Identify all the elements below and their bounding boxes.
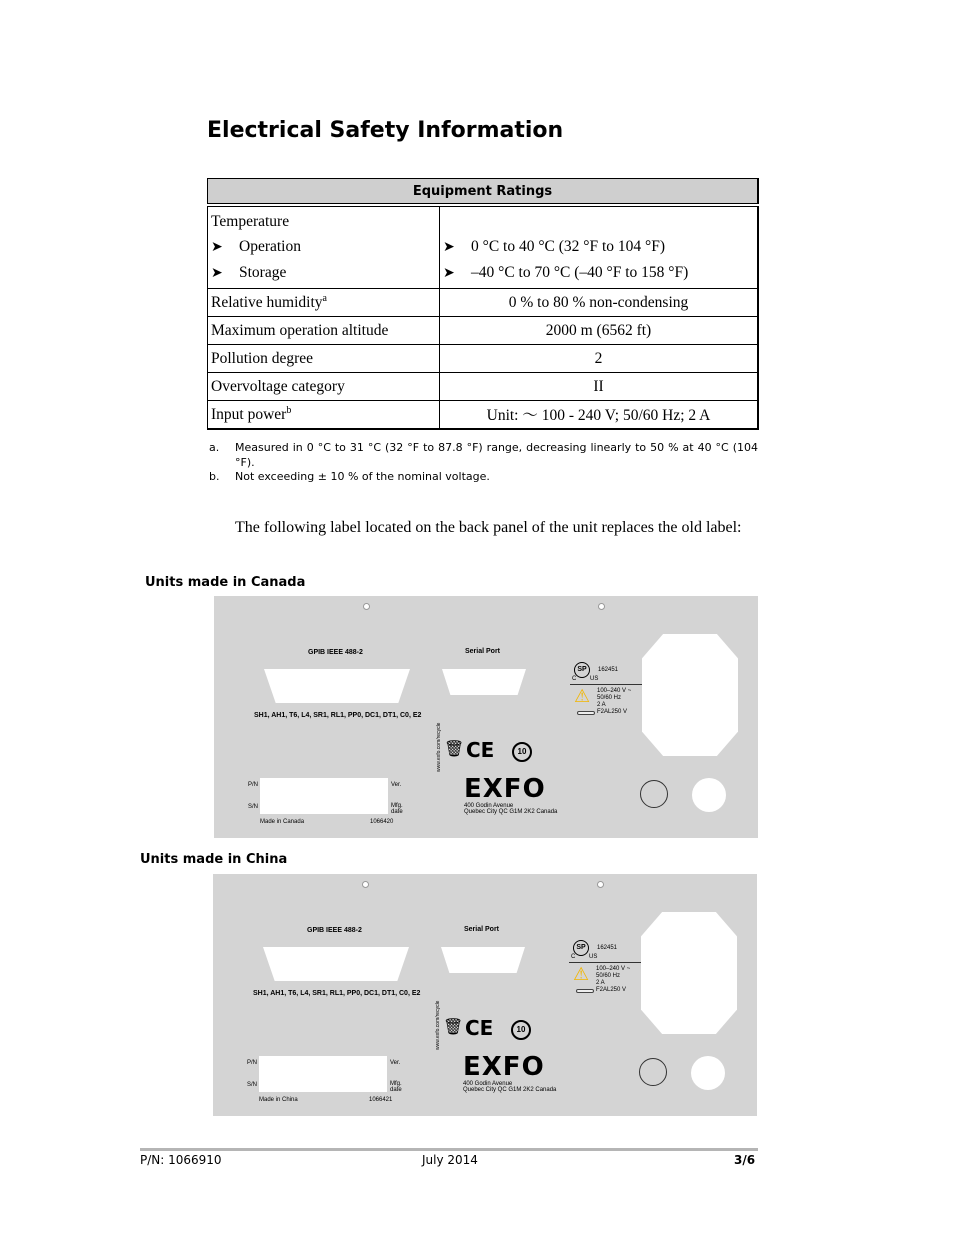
row-label: Pollution degree <box>208 345 440 373</box>
bullet-arrow-icon: ➤ <box>211 266 223 281</box>
footnote-mark: b. <box>209 470 220 483</box>
temperature-value-cell <box>440 207 759 289</box>
bullet-arrow-icon: ➤ <box>443 240 455 255</box>
gpib-connector <box>264 669 410 703</box>
storage-value: –40 °C to 70 °C (–40 °F to 158 °F) <box>471 264 689 281</box>
gpib-connector <box>263 947 409 981</box>
row-value: II <box>440 373 759 401</box>
screw-hole <box>362 881 369 888</box>
table-row <box>208 289 759 317</box>
exfo-logo: EXFO <box>463 1052 545 1082</box>
row-label: Overvoltage category <box>208 373 440 401</box>
section-heading-china: Units made in China <box>140 852 288 867</box>
serial-entry-box <box>259 1056 387 1092</box>
serial-connector <box>441 947 525 973</box>
back-panel-label-canada <box>214 596 758 838</box>
website-text: www.exfo.com/recycle <box>436 722 442 772</box>
label-part-code: 1066420 <box>370 819 394 825</box>
date-label: date <box>390 1087 402 1093</box>
row-value: 2 <box>440 345 759 373</box>
serial-port-label: Serial Port <box>464 926 500 933</box>
screw-hole <box>597 881 604 888</box>
rating-fuse: F2AL250 V <box>596 987 627 993</box>
footer-divider <box>140 1148 758 1151</box>
warning-icon: ⚠ <box>573 964 590 985</box>
screw-hole <box>598 603 605 610</box>
address-line-2: Quebec City QC G1M 2K2 Canada <box>464 809 558 815</box>
csa-number: 162451 <box>598 667 619 673</box>
fuse-icon <box>576 989 594 993</box>
pn-label: P/N <box>247 1060 258 1066</box>
divider <box>570 684 642 685</box>
page-title: Electrical Safety Information <box>207 118 564 143</box>
gpib-label: GPIB IEEE 488-2 <box>307 927 362 934</box>
intro-paragraph: The following label located on the back panel of the unit replaces the old label: <box>235 519 742 536</box>
rating-current: 2 A <box>596 980 605 986</box>
round-cutout <box>691 1056 725 1090</box>
csa-number: 162451 <box>597 945 618 951</box>
weee-bin-icon: 🗑 <box>443 1017 464 1036</box>
china-rohs-icon: 10 <box>511 1020 531 1040</box>
gpib-label: GPIB IEEE 488-2 <box>308 649 363 656</box>
footnote <box>209 470 758 485</box>
footnote-mark: a. <box>209 441 220 454</box>
row-label: Maximum operation altitude <box>208 317 440 345</box>
rating-fuse: F2AL250 V <box>597 709 628 715</box>
round-cutout <box>692 778 726 812</box>
mfg-label: Mfg. <box>391 803 403 809</box>
csa-c: C <box>571 954 576 960</box>
table-header: Equipment Ratings <box>208 179 759 204</box>
bullet-arrow-icon: ➤ <box>443 266 455 281</box>
section-heading-canada: Units made in Canada <box>145 575 306 590</box>
rating-voltage: 100–240 V ~ <box>596 966 631 972</box>
pn-label: P/N <box>248 782 259 788</box>
table-row <box>208 317 759 345</box>
ce-mark: CE <box>466 738 495 762</box>
rating-frequency: 50/60 Hz <box>596 973 621 979</box>
ce-mark: CE <box>465 1016 494 1040</box>
row-value: 2000 m (6562 ft) <box>440 317 759 345</box>
mfg-label: Mfg. <box>390 1081 402 1087</box>
power-inlet-cutout <box>642 634 738 756</box>
footnote-text: Not exceeding ± 10 % of the nominal voltage. <box>235 470 490 483</box>
temperature-label-cell <box>208 207 440 289</box>
footnote-ref: b <box>286 404 292 416</box>
operation-label: Operation <box>239 238 301 255</box>
weee-bin-icon: 🗑 <box>444 739 465 758</box>
equipment-ratings-table <box>207 178 759 430</box>
address-line-2: Quebec City QC G1M 2K2 Canada <box>463 1087 557 1093</box>
label-part-code: 1066421 <box>369 1097 393 1103</box>
address-line-1: 400 Godin Avenue <box>464 803 514 809</box>
csa-c: C <box>572 676 577 682</box>
serial-port-label: Serial Port <box>465 648 501 655</box>
row-label: Relative humidity <box>211 294 323 312</box>
row-label: Input power <box>211 405 287 423</box>
bullet-arrow-icon: ➤ <box>211 240 223 255</box>
interface-codes: SH1, AH1, T6, L4, SR1, RL1, PP0, DC1, DT1, C0, E2 <box>253 990 421 997</box>
footer-date: July 2014 <box>422 1153 478 1167</box>
footnotes <box>209 441 758 485</box>
operation-value: 0 °C to 40 °C (32 °F to 104 °F) <box>471 238 666 255</box>
csa-mark-icon: SP <box>573 940 589 956</box>
china-rohs-icon: 10 <box>512 742 532 762</box>
footnote-ref: a <box>322 292 327 304</box>
ground-icon <box>639 1058 667 1086</box>
storage-label: Storage <box>239 264 287 281</box>
footnote-text: Measured in 0 °C to 31 °C (32 °F to 87.8 °F) range, decreasing linearly to 50 % at 40 °C (104 °F). <box>235 441 758 469</box>
table-row <box>208 345 759 373</box>
made-in-label: Made in China <box>259 1097 298 1103</box>
fuse-icon <box>577 711 595 715</box>
csa-mark-icon: SP <box>574 662 590 678</box>
serial-entry-box <box>260 778 388 814</box>
rating-current: 2 A <box>597 702 606 708</box>
warning-icon: ⚠ <box>574 686 591 707</box>
date-label: date <box>391 809 403 815</box>
serial-connector <box>442 669 526 695</box>
footer-part-number: P/N: 1066910 <box>140 1153 222 1167</box>
row-value: Unit: ～ 100 - 240 V; 50/60 Hz; 2 A <box>440 401 759 429</box>
made-in-label: Made in Canada <box>260 819 305 825</box>
power-inlet-cutout <box>641 912 737 1034</box>
rating-voltage: 100–240 V ~ <box>597 688 632 694</box>
address-line-1: 400 Godin Avenue <box>463 1081 513 1087</box>
row-value: 0 % to 80 % non-condensing <box>440 289 759 317</box>
table-row <box>208 401 759 429</box>
interface-codes: SH1, AH1, T6, L4, SR1, RL1, PP0, DC1, DT1, C0, E2 <box>254 712 422 719</box>
website-text: www.exfo.com/recycle <box>435 1000 441 1050</box>
back-panel-label-china <box>213 874 757 1116</box>
ver-label: Ver. <box>391 782 402 788</box>
ver-label: Ver. <box>390 1060 401 1066</box>
rating-frequency: 50/60 Hz <box>597 695 622 701</box>
footer-page-number: 3/6 <box>734 1153 756 1167</box>
temperature-label: Temperature <box>211 213 290 230</box>
sn-label: S/N <box>247 1082 258 1088</box>
screw-hole <box>363 603 370 610</box>
sn-label: S/N <box>248 804 259 810</box>
csa-us: US <box>590 676 599 682</box>
csa-us: US <box>589 954 598 960</box>
ground-icon <box>640 780 668 808</box>
divider <box>569 962 641 963</box>
footnote <box>209 441 758 470</box>
table-row <box>208 373 759 401</box>
exfo-logo: EXFO <box>464 774 546 804</box>
